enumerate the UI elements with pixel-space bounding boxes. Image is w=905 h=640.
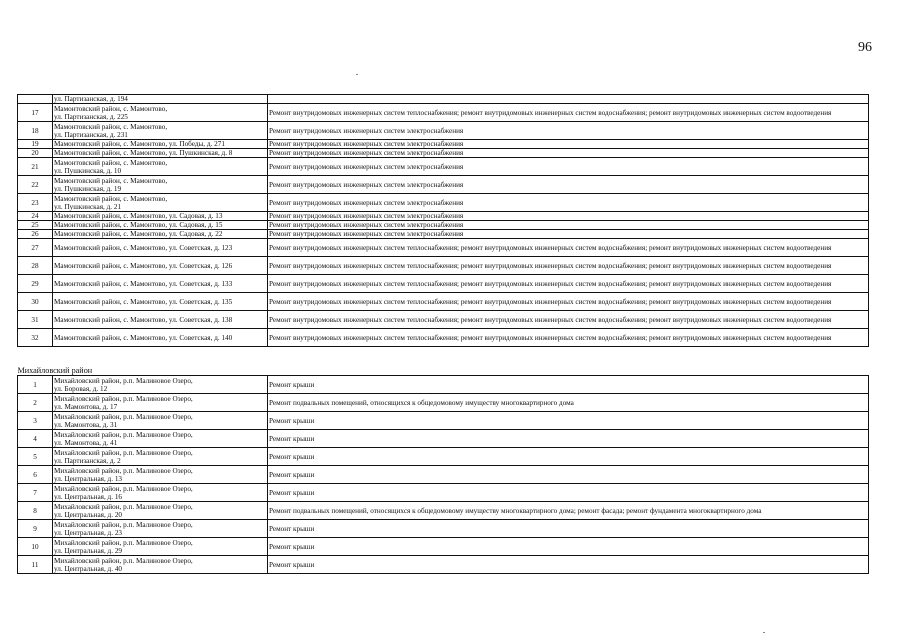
row-number: 5 [18, 448, 53, 466]
address-cell: Мамонтовский район, с. Мамонтово, ул. Пушкинская, д. 19 [53, 176, 268, 194]
row-number: 30 [18, 293, 53, 311]
address-cell: ул. Партизанская, д. 194 [53, 95, 268, 104]
table-row [18, 122, 869, 140]
repair-register-table [17, 94, 869, 574]
table-row [18, 394, 869, 412]
work-type-cell: Ремонт внутридомовых инженерных систем электроснабжения [268, 140, 869, 149]
address-cell: Михайловский район, р.п. Малиновое Озеро, ул. Центральная, д. 13 [53, 466, 268, 484]
row-number: 17 [18, 104, 53, 122]
work-type-cell: Ремонт крыши [268, 484, 869, 502]
row-number: 2 [18, 394, 53, 412]
table-row [18, 95, 869, 104]
table-row [18, 212, 869, 221]
table-row [18, 430, 869, 448]
row-number: 11 [18, 556, 53, 574]
table-row [18, 412, 869, 430]
address-cell: Мамонтовский район, с. Мамонтово, ул. Советская, д. 126 [53, 257, 268, 275]
row-number: 3 [18, 412, 53, 430]
work-type-cell: Ремонт внутридомовых инженерных систем электроснабжения [268, 149, 869, 158]
table-row [18, 466, 869, 484]
work-type-cell: Ремонт внутридомовых инженерных систем электроснабжения [268, 230, 869, 239]
row-number: 8 [18, 502, 53, 520]
table-row [18, 275, 869, 293]
work-type-cell: Ремонт крыши [268, 430, 869, 448]
section-header-row [18, 347, 869, 376]
row-number: 1 [18, 376, 53, 394]
table-row [18, 502, 869, 520]
address-cell: Мамонтовский район, с. Мамонтово, ул. Советская, д. 135 [53, 293, 268, 311]
row-number: 4 [18, 430, 53, 448]
address-cell: Мамонтовский район, с. Мамонтово, ул. Победы, д. 271 [53, 140, 268, 149]
table-row [18, 140, 869, 149]
row-number [18, 95, 53, 104]
work-type-cell: Ремонт внутридомовых инженерных систем электроснабжения [268, 194, 869, 212]
table-row [18, 538, 869, 556]
table-row [18, 194, 869, 212]
work-type-cell: Ремонт крыши [268, 538, 869, 556]
work-type-cell: Ремонт внутридомовых инженерных систем теплоснабжения; ремонт внутридомовых инженерных систем водоснабжения; ремонт внутридомовых инженерных систем водоотведения [268, 275, 869, 293]
row-number: 27 [18, 239, 53, 257]
row-number: 20 [18, 149, 53, 158]
address-cell: Мамонтовский район, с. Мамонтово, ул. Пушкинская, д. 21 [53, 194, 268, 212]
address-cell: Мамонтовский район, с. Мамонтово, ул. Советская, д. 138 [53, 311, 268, 329]
table-row [18, 484, 869, 502]
address-cell: Михайловский район, р.п. Малиновое Озеро, ул. Боровая, д. 12 [53, 376, 268, 394]
work-type-cell: Ремонт внутридомовых инженерных систем теплоснабжения; ремонт внутридомовых инженерных систем водоснабжения; ремонт внутридомовых инженерных систем водоотведения [268, 329, 869, 347]
table-row [18, 556, 869, 574]
table-row [18, 221, 869, 230]
address-cell: Михайловский район, р.п. Малиновое Озеро, ул. Мамонтова, д. 17 [53, 394, 268, 412]
address-cell: Мамонтовский район, с. Мамонтово, ул. Пушкинская, д. 10 [53, 158, 268, 176]
row-number: 28 [18, 257, 53, 275]
address-cell: Мамонтовский район, с. Мамонтово, ул. Советская, д. 123 [53, 239, 268, 257]
table-row [18, 239, 869, 257]
address-cell: Мамонтовский район, с. Мамонтово, ул. Советская, д. 133 [53, 275, 268, 293]
address-cell: Мамонтовский район, с. Мамонтово, ул. Советская, д. 140 [53, 329, 268, 347]
table-row [18, 520, 869, 538]
row-number: 21 [18, 158, 53, 176]
row-number: 23 [18, 194, 53, 212]
address-cell: Мамонтовский район, с. Мамонтово, ул. Садовая, д. 22 [53, 230, 268, 239]
row-number: 29 [18, 275, 53, 293]
table-row [18, 293, 869, 311]
address-cell: Михайловский район, р.п. Малиновое Озеро, ул. Центральная, д. 23 [53, 520, 268, 538]
address-cell: Михайловский район, р.п. Малиновое Озеро, ул. Партизанская, д. 2 [53, 448, 268, 466]
row-number: 31 [18, 311, 53, 329]
section-title: Михайловский район [18, 347, 869, 376]
address-cell: Мамонтовский район, с. Мамонтово, ул. Садовая, д. 13 [53, 212, 268, 221]
work-type-cell: Ремонт внутридомовых инженерных систем электроснабжения [268, 158, 869, 176]
row-number: 32 [18, 329, 53, 347]
table-row [18, 376, 869, 394]
row-number: 22 [18, 176, 53, 194]
work-type-cell: Ремонт внутридомовых инженерных систем электроснабжения [268, 122, 869, 140]
work-type-cell: Ремонт внутридомовых инженерных систем теплоснабжения; ремонт внутридомовых инженерных систем водоснабжения; ремонт внутридомовых инженерных систем водоотведения [268, 239, 869, 257]
table-row [18, 104, 869, 122]
address-cell: Михайловский район, р.п. Малиновое Озеро, ул. Мамонтова, д. 41 [53, 430, 268, 448]
address-cell: Михайловский район, р.п. Малиновое Озеро, ул. Центральная, д. 40 [53, 556, 268, 574]
work-type-cell: Ремонт крыши [268, 448, 869, 466]
row-number: 6 [18, 466, 53, 484]
table-row [18, 176, 869, 194]
address-cell: Михайловский район, р.п. Малиновое Озеро, ул. Мамонтова, д. 31 [53, 412, 268, 430]
row-number: 25 [18, 221, 53, 230]
work-type-cell: Ремонт внутридомовых инженерных систем электроснабжения [268, 212, 869, 221]
table-row [18, 448, 869, 466]
address-cell: Мамонтовский район, с. Мамонтово, ул. Пушкинская, д. 8 [53, 149, 268, 158]
work-type-cell: Ремонт подвальных помещений, относящихся к общедомовому имуществу многоквартирного дома [268, 394, 869, 412]
work-type-cell: Ремонт внутридомовых инженерных систем электроснабжения [268, 221, 869, 230]
row-number: 9 [18, 520, 53, 538]
work-type-cell [268, 95, 869, 104]
page-number: 96 [858, 40, 872, 55]
work-type-cell: Ремонт внутридомовых инженерных систем теплоснабжения; ремонт внутридомовых инженерных систем водоснабжения; ремонт внутридомовых инженерных систем водоотведения [268, 257, 869, 275]
work-type-cell: Ремонт крыши [268, 376, 869, 394]
table-row [18, 257, 869, 275]
address-cell: Михайловский район, р.п. Малиновое Озеро, ул. Центральная, д. 29 [53, 538, 268, 556]
work-type-cell: Ремонт внутридомовых инженерных систем электроснабжения [268, 176, 869, 194]
scan-speck [356, 74, 358, 75]
row-number: 24 [18, 212, 53, 221]
scan-speck [763, 632, 765, 633]
work-type-cell: Ремонт внутридомовых инженерных систем теплоснабжения; ремонт внутридомовых инженерных систем водоснабжения; ремонт внутридомовых инженерных систем водоотведения [268, 311, 869, 329]
table-row [18, 158, 869, 176]
row-number: 19 [18, 140, 53, 149]
address-cell: Михайловский район, р.п. Малиновое Озеро, ул. Центральная, д. 20 [53, 502, 268, 520]
address-cell: Мамонтовский район, с. Мамонтово, ул. Партизанская, д. 231 [53, 122, 268, 140]
table-row [18, 230, 869, 239]
address-cell: Мамонтовский район, с. Мамонтово, ул. Партизанская, д. 225 [53, 104, 268, 122]
row-number: 10 [18, 538, 53, 556]
work-type-cell: Ремонт крыши [268, 520, 869, 538]
table-row [18, 329, 869, 347]
address-cell: Михайловский район, р.п. Малиновое Озеро, ул. Центральная, д. 16 [53, 484, 268, 502]
work-type-cell: Ремонт подвальных помещений, относящихся к общедомовому имуществу многоквартирного дома; ремонт фасада; ремонт фундамента многоквартирного дома [268, 502, 869, 520]
work-type-cell: Ремонт внутридомовых инженерных систем теплоснабжения; ремонт внутридомовых инженерных систем водоснабжения; ремонт внутридомовых инженерных систем водоотведения [268, 104, 869, 122]
table-row [18, 311, 869, 329]
work-type-cell: Ремонт крыши [268, 466, 869, 484]
work-type-cell: Ремонт крыши [268, 412, 869, 430]
address-cell: Мамонтовский район, с. Мамонтово, ул. Садовая, д. 15 [53, 221, 268, 230]
row-number: 7 [18, 484, 53, 502]
work-type-cell: Ремонт внутридомовых инженерных систем теплоснабжения; ремонт внутридомовых инженерных систем водоснабжения; ремонт внутридомовых инженерных систем водоотведения [268, 293, 869, 311]
table-row [18, 149, 869, 158]
work-type-cell: Ремонт крыши [268, 556, 869, 574]
row-number: 26 [18, 230, 53, 239]
row-number: 18 [18, 122, 53, 140]
